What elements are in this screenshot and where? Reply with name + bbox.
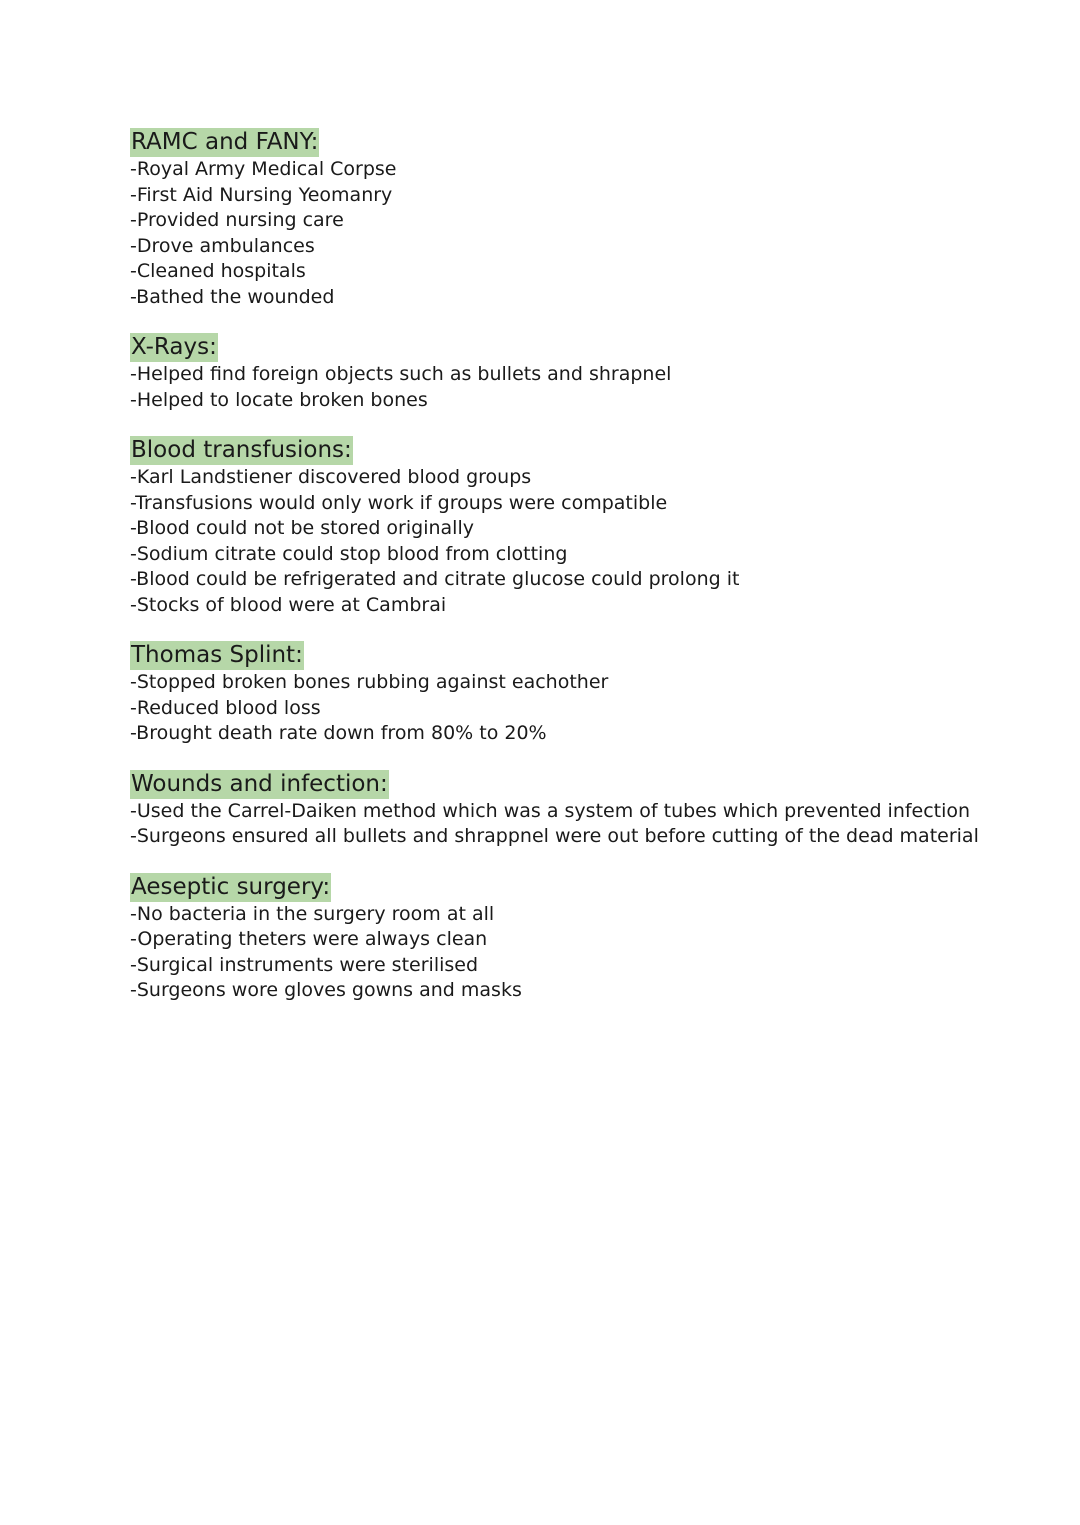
list-item: -Operating theters were always clean bbox=[130, 928, 488, 950]
list-item: -Blood could not be stored originally bbox=[130, 517, 474, 539]
list-item: -Bathed the wounded bbox=[130, 285, 335, 308]
bullet-list bbox=[130, 670, 990, 747]
list-item: -Surgeons wore gloves gowns and masks bbox=[130, 979, 522, 1001]
list-item: -Karl Landstiener discovered blood groups bbox=[130, 466, 532, 488]
list-item: -Sodium citrate could stop blood from clotting bbox=[130, 542, 568, 565]
list-item: -Cleaned hospitals bbox=[130, 260, 306, 282]
list-item: -Provided nursing care bbox=[130, 209, 344, 231]
list-item: -Transfusions would only work if groups were compatible bbox=[130, 491, 668, 514]
list-item: -Blood could be refrigerated and citrate glucose could prolong it bbox=[130, 568, 740, 590]
list-item: -Stocks of blood were at Cambrai bbox=[130, 593, 447, 616]
section-heading: Thomas Splint: bbox=[131, 642, 303, 668]
list-item: -Surgical instruments were sterilised bbox=[130, 953, 479, 976]
section-aseptic-surgery bbox=[130, 873, 990, 1004]
section-wounds-infection bbox=[130, 770, 990, 850]
section-heading: Blood transfusions: bbox=[131, 437, 352, 463]
list-item: -No bacteria in the surgery room at all bbox=[130, 902, 495, 925]
section-blood-transfusions bbox=[130, 436, 990, 618]
list-item: -Reduced blood loss bbox=[130, 696, 321, 719]
list-item: -Stopped broken bones rubbing against eachother bbox=[130, 671, 609, 693]
section-ramc-fany bbox=[130, 128, 990, 310]
section-heading: X-Rays: bbox=[131, 334, 217, 360]
bullet-list bbox=[130, 902, 990, 1004]
section-heading: Wounds and infection: bbox=[131, 770, 388, 797]
list-item: -Brought death rate down from 80% to 20% bbox=[130, 722, 547, 744]
bullet-list bbox=[130, 362, 990, 413]
list-item: -Surgeons ensured all bullets and shrappnel were out before cutting of the dead material bbox=[130, 825, 979, 847]
section-heading: RAMC and FANY: bbox=[131, 129, 319, 155]
list-item: -First Aid Nursing Yeomanry bbox=[130, 183, 393, 206]
bullet-list bbox=[130, 799, 990, 850]
list-item: -Used the Carrel-Daiken method which was a system of tubes which prevented infection bbox=[130, 799, 971, 822]
list-item: -Helped find foreign objects such as bullets and shrapnel bbox=[130, 363, 672, 385]
document-page bbox=[130, 128, 990, 1027]
section-x-rays bbox=[130, 333, 990, 413]
list-item: -Royal Army Medical Corpse bbox=[130, 158, 397, 180]
section-thomas-splint bbox=[130, 641, 990, 747]
list-item: -Helped to locate broken bones bbox=[130, 388, 428, 411]
section-heading: Aeseptic surgery: bbox=[131, 873, 331, 900]
bullet-list bbox=[130, 465, 990, 618]
bullet-list bbox=[130, 157, 990, 310]
list-item: -Drove ambulances bbox=[130, 234, 315, 257]
